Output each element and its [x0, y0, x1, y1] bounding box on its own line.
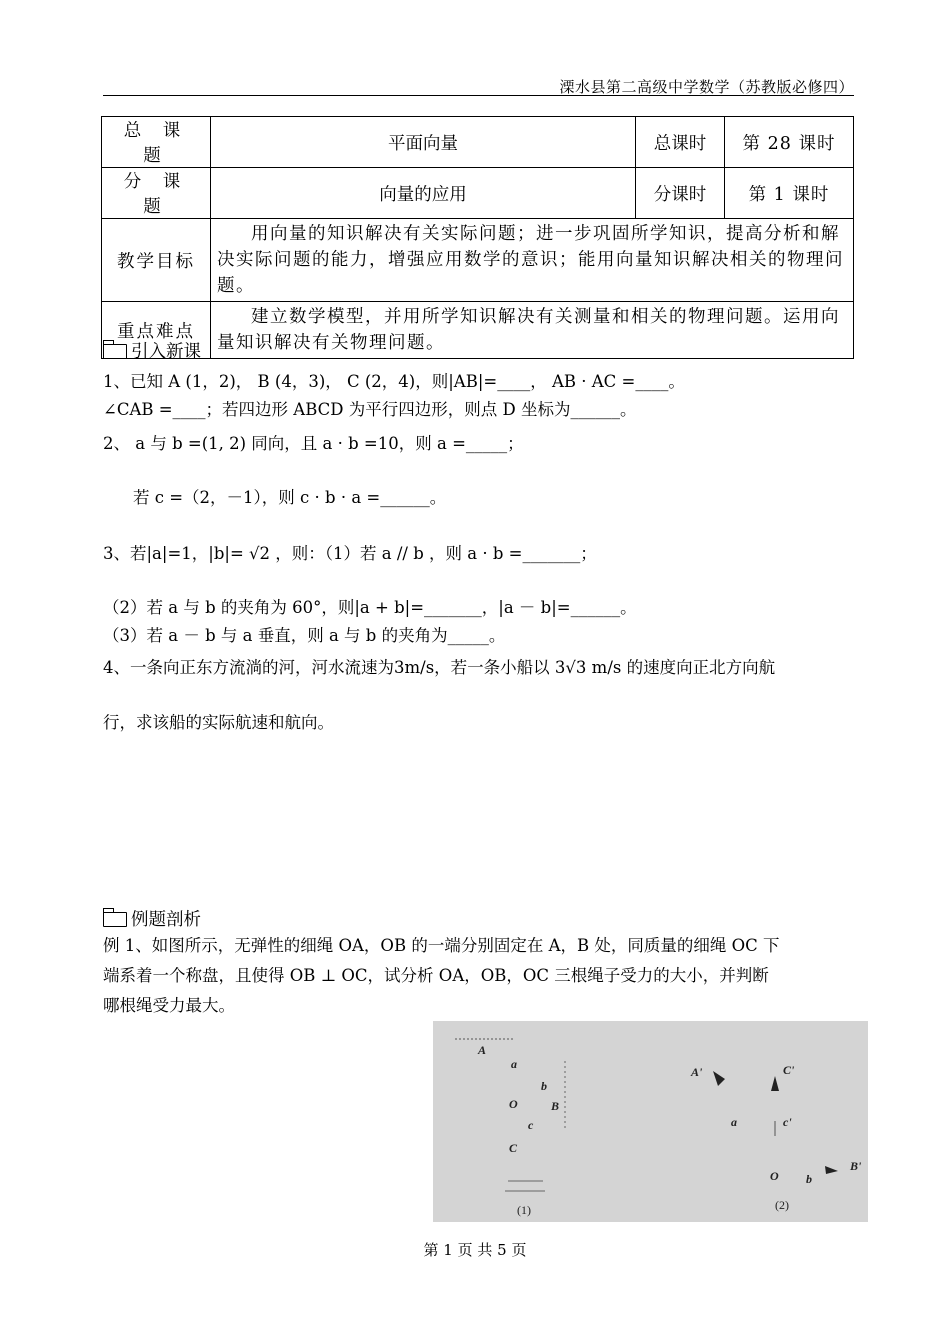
fig-label-C: C: [509, 1141, 518, 1155]
figure-drawing: [433, 1021, 868, 1222]
question-2-line-2: 若 c =（2，－1），则 c · b · a =______。: [133, 488, 447, 507]
examples-section-title: 例题剖析: [103, 906, 201, 931]
fig-caption-2: (2): [775, 1198, 789, 1212]
fig-label-c: c: [528, 1118, 534, 1132]
label-key-points: 重点难点: [102, 302, 211, 359]
example-figure: [433, 1021, 868, 1222]
intro-section-title: 引入新课: [103, 338, 201, 363]
table-row: [102, 168, 854, 219]
question-2-line-1: 2、 a 与 b =(1, 2) 同向，且 a · b =10，则 a =_____；: [103, 434, 524, 453]
fig-label-C-prime: C': [783, 1063, 795, 1077]
fig-label-a2: a: [731, 1115, 737, 1129]
fig-label-c-prime: c': [783, 1115, 792, 1129]
fig-label-B-prime: B': [850, 1159, 862, 1173]
sub-topic-value: 向量的应用: [211, 168, 636, 219]
header-rule: [103, 95, 854, 96]
header-school: 溧水县第二高级中学数学（苏教版必修四）: [559, 78, 854, 96]
key-points-text: 建立数学模型，并用所学知识解决有关测量和相关的物理问题。运用向量知识解决有关物理问题。: [211, 302, 854, 359]
question-1-line-1: 1、已知 A (1，2)， B (4，3)， C (2，4)，则|AB|=____， AB · AC =____。: [103, 372, 685, 391]
fig-label-O2: O: [770, 1169, 779, 1183]
goals-text: 用向量的知识解决有关实际问题；进一步巩固所学知识，提高分析和解决实际问题的能力，增强应用数学的意识；能用向量知识解决相关的物理问题。: [211, 219, 854, 302]
folder-icon: [103, 912, 127, 927]
fig-label-b2: b: [806, 1172, 812, 1186]
table-row: [102, 219, 854, 302]
question-4-line-2: 行，求该船的实际航速和航向。: [103, 713, 334, 732]
table-row: [102, 302, 854, 359]
course-table: [101, 116, 854, 359]
fig-label-A: A: [478, 1043, 487, 1057]
fig-caption-1: (1): [517, 1203, 531, 1217]
label-goals: 教学目标: [102, 219, 211, 302]
label-sub-topic: 分 课 题: [102, 168, 211, 219]
fig-label-a: a: [511, 1057, 517, 1071]
folder-icon: [103, 344, 127, 359]
label-total-hours: 总课时: [636, 117, 725, 168]
label-sub-hours: 分课时: [636, 168, 725, 219]
example-1-line-1: 例 1、如图所示，无弹性的细绳 OA，OB 的一端分别固定在 A，B 处，同质量的细绳 OC 下: [103, 936, 780, 955]
question-1-line-2: ∠CAB =____；若四边形 ABCD 为平行四边形，则点 D 坐标为______。: [103, 400, 637, 419]
fig-label-A-prime: A': [691, 1065, 703, 1079]
fig-label-O: O: [509, 1097, 518, 1111]
example-1-line-3: 哪根绳受力最大。: [103, 996, 235, 1015]
example-1-line-2: 端系着一个称盘，且使得 OB ⊥ OC，试分析 OA，OB，OC 三根绳子受力的大小，并判断: [103, 966, 769, 985]
fig-label-B: B: [551, 1099, 560, 1113]
question-3-line-3: （3）若 a － b 与 a 垂直，则 a 与 b 的夹角为_____。: [103, 626, 506, 645]
question-4-line-1: 4、一条向正东方流淌的河，河水流速为3m/s，若一条小船以 3√3 m/s 的速度向正北方向航: [103, 658, 776, 677]
total-hours-value: 第 28 课时: [725, 117, 854, 168]
question-3-line-2: （2）若 a 与 b 的夹角为 60°，则|a + b|=_______，|a － b|=______。: [103, 598, 637, 617]
question-3-line-1: 3、若|a|=1，|b|= √2 ，则：（1）若 a // b ，则 a · b =_______；: [103, 544, 597, 563]
sub-hours-value: 第 1 课时: [725, 168, 854, 219]
fig-label-b: b: [541, 1079, 547, 1093]
label-total-topic: 总 课 题: [102, 117, 211, 168]
total-topic-value: 平面向量: [211, 117, 636, 168]
page-footer: 第 1 页 共 5 页: [423, 1241, 527, 1259]
table-row: [102, 117, 854, 168]
